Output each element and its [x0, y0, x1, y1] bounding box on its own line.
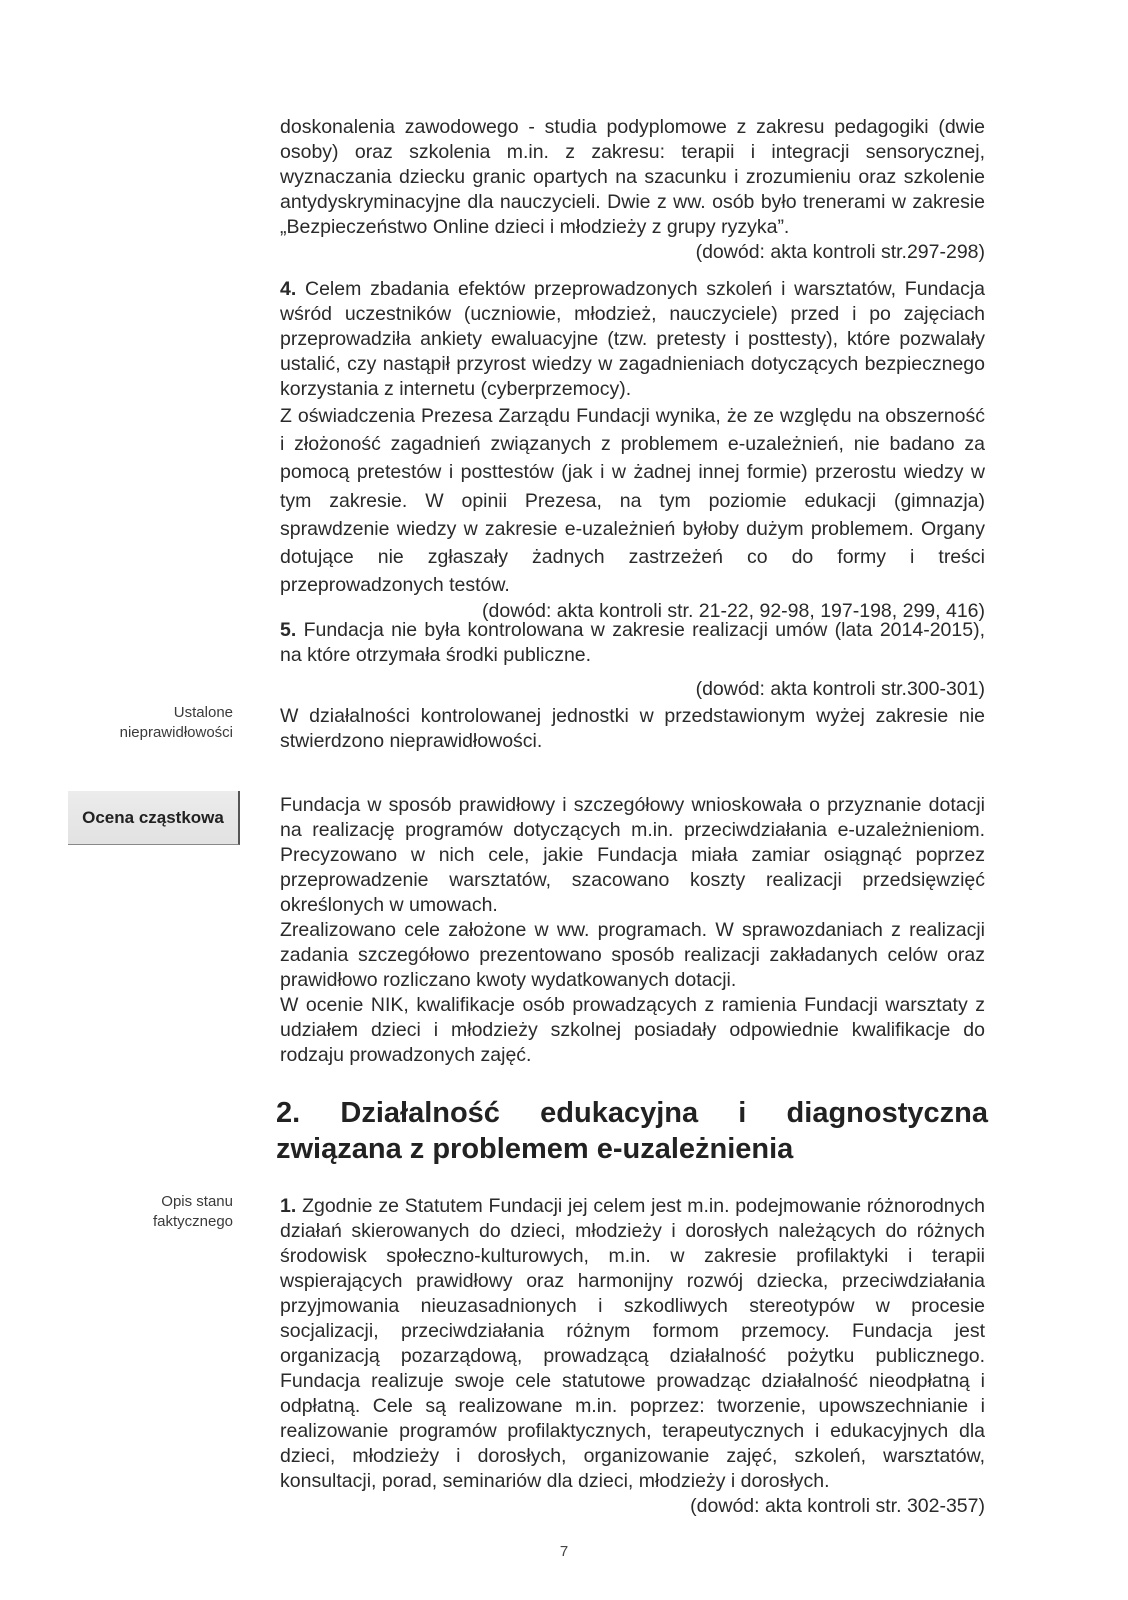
paragraph-statement: Z oświadczenia Prezesa Zarządu Fundacji wynika, że ze względu na obszerność i złożoność zagadnień związanych z problemem e-uzależnień, nie badano za pomocą pretestów i posttestów (jak i w żadnej innej formie) przerostu wiedzy w tym zakresie. W opinii Prezesa, na tym poziomie edukacji (gimnazja) sprawdzenie wiedzy w zakresie e-uzależnień byłoby dużym problemem. Organy dotujące nie zgłaszały żadnych zastrzeżeń co do formy i treści przeprowadzonych testów.	[280, 405, 985, 597]
facts-paragraph: 1. Zgodnie ze Statutem Fundacji jej celem jest m.in. podejmowanie różnorodnych działań skierowanych do dzieci, młodzieży i dorosłych należących do różnych środowisk społeczno-kulturowych, m.in. w zakresie profilaktyki i terapii wspierających prawidłowy oraz harmonijny rozwój dziecka, przeciwdziałania przyjmowania nieuzasadnionych i szkodliwych stereotypów w procesie socjalizacji, przeciwdziałania różnym formom przemocy. Fundacja jest organizacją pozarządową, prowadzącą działalność pożytku publicznego. Fundacja realizuje swoje cele statutowe prowadząc działalność nieodpłatną i odpłatną. Cele są realizowane m.in. poprzez: tworzenie, upowszechnianie i realizowanie programów profilaktycznych, terapeutycznych i edukacyjnych dla dzieci, młodzieży i dorosłych, organizowanie zajęć, szkoleń, warsztatów, konsultacji, porad, seminariów dla dzieci, młodzieży i dorosłych.	[280, 1195, 985, 1492]
evidence-reference: (dowód: akta kontroli str. 302-357)	[690, 1495, 985, 1517]
facts-text	[280, 1194, 985, 1519]
section-heading: 2. Działalność edukacyjna i diagnostyczna związana z problemem e-uzależnienia	[276, 1097, 988, 1165]
assessment-paragraph-3: W ocenie NIK, kwalifikacje osób prowadzących z ramienia Fundacji warsztaty z udziałem dzieci i młodzieży szkolnej posiadały odpowiednie kwalifikacje do rodzaju prowadzonych zajęć.	[280, 994, 985, 1066]
item-number: 5.	[280, 619, 297, 641]
irregularities-text: W działalności kontrolowanej jednostki w przedstawionym wyżej zakresie nie stwierdzono nieprawidłowości.	[280, 705, 985, 752]
margin-label-facts: Opis stanu faktycznego	[152, 1193, 233, 1230]
paragraph-item-5: 5. Fundacja nie była kontrolowana w zakresie realizacji umów (lata 2014-2015), na które otrzymała środki publiczne.	[280, 619, 985, 666]
assessment-paragraph-1: Fundacja w sposób prawidłowy i szczegółowy wnioskowała o przyznanie dotacji na realizację programów dotyczących m.in. przeciwdziałania e-uzależnieniom. Precyzowano w nich cele, jakie Fundacja miała zamiar osiągnąć poprzez przeprowadzenie warsztatów, szacowano koszty realizacji przedsięwzięć określonych w umowach.	[280, 794, 985, 916]
assessment-label-box	[68, 791, 240, 845]
paragraph-item-4: 4. Celem zbadania efektów przeprowadzonych szkoleń i warsztatów, Fundacja wśród uczestników (uczniowie, młodzież, nauczyciele) przed i po zajęciach przeprowadziła ankiety ewaluacyjne (tzw. pretesty i posttesty), które pozwalały ustalić, czy nastąpił przyrost wiedzy w zagadnieniach dotyczących bezpiecznego korzystania z internetu (cyberprzemocy).	[280, 278, 985, 400]
page-number: 7	[559, 1543, 569, 1560]
item-number: 4.	[280, 278, 297, 300]
evidence-reference: (dowód: akta kontroli str.297-298)	[695, 241, 985, 263]
assessment-paragraph-2: Zrealizowano cele założone w ww. programach. W sprawozdaniach z realizacji zadania szczegółowo prezentowano sposób realizacji zakładanych celów oraz prawidłowo rozliczano kwoty wydatkowanych dotacji.	[280, 919, 985, 991]
paragraph-training: doskonalenia zawodowego - studia podyplomowe z zakresu pedagogiki (dwie osoby) oraz szkolenia m.in. z zakresu: terapii i integracji sensorycznej, wyznaczania dziecku granic opartych na szacunku i zrozumieniu oraz szkolenie antydyskryminacyjne dla nauczycieli. Dwie z ww. osób było trenerami w zakresie „Bezpieczeństwo Online dzieci i młodzieży z grupy ryzyka”.	[280, 116, 985, 238]
item-number: 1.	[280, 1195, 297, 1217]
assessment-label: Ocena cząstkowa	[82, 807, 224, 827]
item-5	[280, 618, 985, 702]
evidence-reference: (dowód: akta kontroli str.300-301)	[695, 678, 985, 700]
item-4	[280, 277, 985, 624]
evidence-reference: (dowód: akta kontroli str. 21-22, 92-98, 197-198, 299, 416)	[482, 600, 985, 623]
margin-label-irregularities: Ustalone nieprawidłowości	[119, 704, 233, 741]
text-block-training	[280, 115, 985, 265]
assessment-text	[280, 793, 985, 1068]
